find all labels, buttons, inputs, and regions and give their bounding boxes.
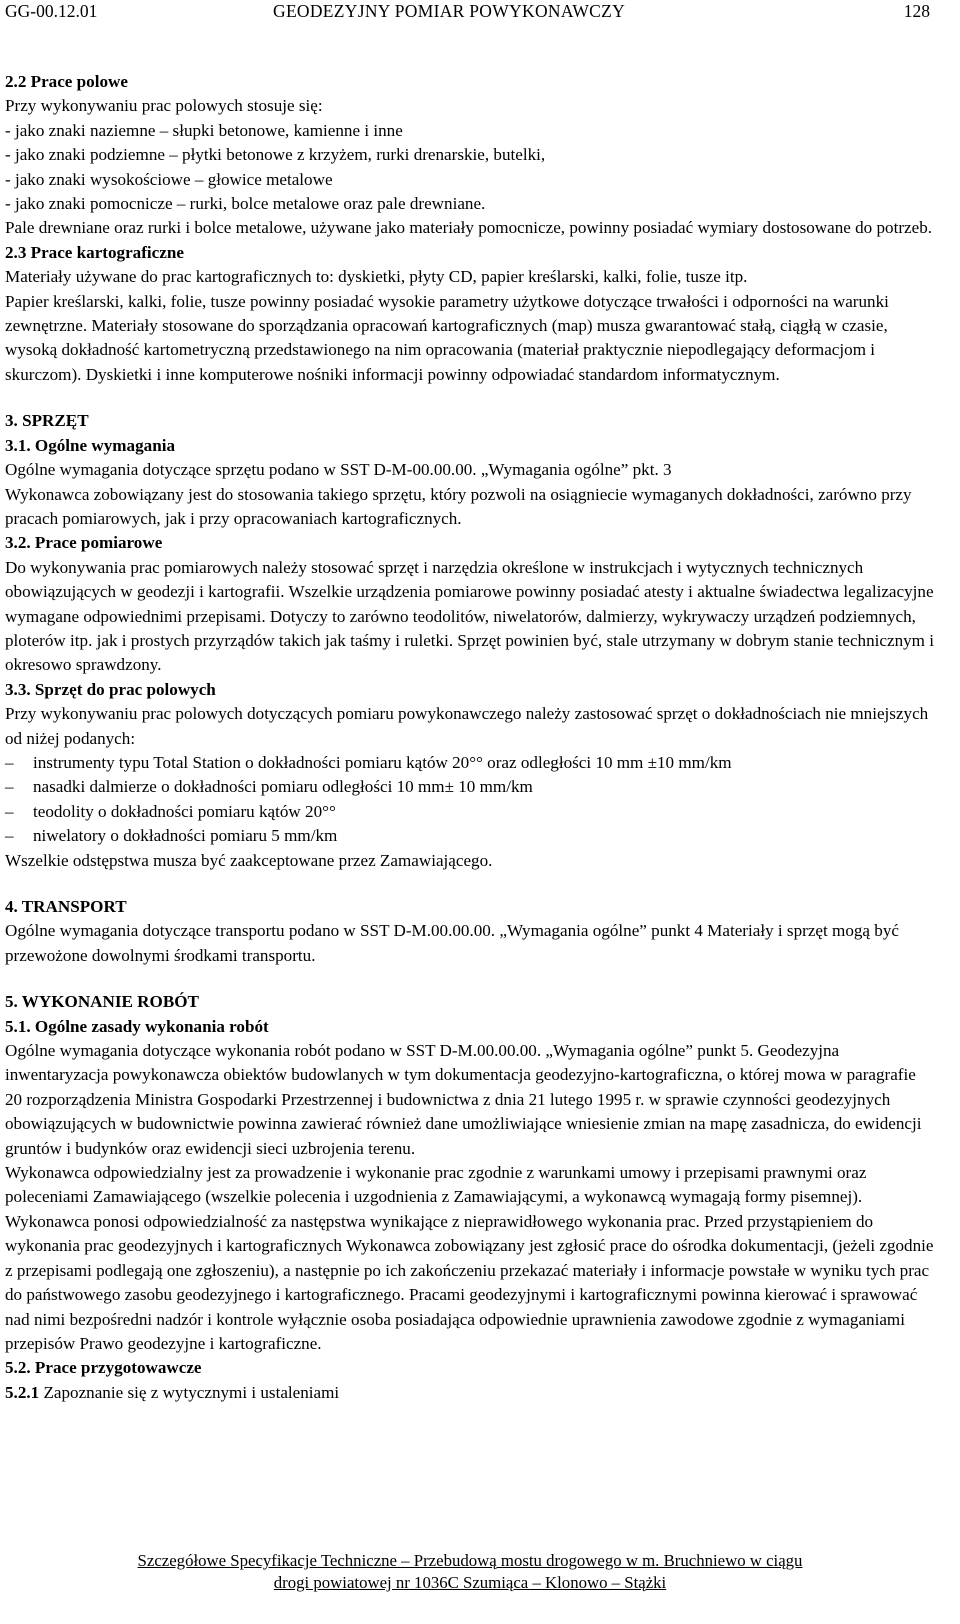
list-item xyxy=(5,824,935,848)
paragraph: Ogólne wymagania dotyczące transportu podano w SST D-M.00.00.00. „Wymagania ogólne” punkt 4 Materiały i sprzęt mogą być przewożone dowolnymi środkami transportu. xyxy=(5,921,899,965)
section-5-2-1-heading xyxy=(5,1381,935,1405)
document-body xyxy=(5,70,935,1405)
text-line: - jako znaki naziemne – słupki betonowe, kamienne i inne xyxy=(5,120,403,140)
paragraph: Wszelkie odstępstwa musza być zaakceptowane przez Zamawiającego. xyxy=(5,850,493,870)
footer-line: drogi powiatowej nr 1036C Szumiąca – Klonowo – Stążki xyxy=(273,1573,667,1592)
list-item-text: teodolity o dokładności pomiaru kątów 20°° xyxy=(33,801,336,821)
paragraph: Pale drewniane oraz rurki i bolce metalowe, używane jako materiały pomocnicze, powinny posiadać wymiary dostosowane do potrzeb. xyxy=(5,218,933,238)
text-line: - jako znaki podziemne – płytki betonowe z krzyżem, rurki drenarskie, butelki, xyxy=(5,145,546,165)
section-3-2-heading: 3.2. Prace pomiarowe xyxy=(5,533,163,553)
page-number: 128 xyxy=(903,1,930,21)
paragraph: Wykonawca odpowiedzialny jest za prowadzenie i wykonanie prac zgodnie z warunkami umowy i przepisami prawnymi oraz poleceniami Zamawiającego (wszelkie polecenia i uzgodnienia z Zamawiającymi, a wykonawcą wymagają formy pisemnej). Wykonawca ponosi odpowiedzialność za następstwa wynikające z nieprawidłowego wykonania prac. Przed przystąpieniem do wykonania prac geodezyjnych i kartograficznych Wykonawca zobowiązany jest zgłosić prace do ośrodka dokumentacji, (jeżeli zgodnie z przepisami podlegają one zgłoszeniu), a następnie po ich zakończeniu przekazać materiały i informacje powstałe w wyniku tych prac do państwowego zasobu geodezyjnego i kartograficznego. Pracami geodezyjnymi i kartograficznymi powinna kierować i sprawować nad nimi bezpośredni nadzór i kontrole wyłącznie osoba posiadająca odpowiednie uprawnienia zawodowe zgodnie z wymaganiami przepisów Prawo geodezyjne i kartograficzne. xyxy=(5,1163,934,1353)
section-number: 5.2.1 xyxy=(5,1382,40,1402)
section-5-2-heading: 5.2. Prace przygotowawcze xyxy=(5,1358,202,1378)
section-5-1-heading: 5.1. Ogólne zasady wykonania robót xyxy=(5,1016,269,1036)
document-title: GEODEZYJNY POMIAR POWYKONAWCZY xyxy=(273,1,626,21)
spacer xyxy=(5,968,935,990)
paragraph: Papier kreślarski, kalki, folie, tusze powinny posiadać wysokie parametry użytkowe dotyczące trwałości i odporności na warunki zewnętrzne. Materiały stosowane do sporządzania opracowań kartograficznych (map) musza gwarantować stałą, ciągłą w czasie, wysoką dokładność kartometryczną przedstawionego na nim opracowania (materiał praktycznie niepodlegający deformacjom i skurczom). Dyskietki i inne komputerowe nośniki informacji powinny odpowiadać standardom informatycznym. xyxy=(5,291,889,384)
paragraph: Ogólne wymagania dotyczące wykonania robót podano w SST D-M.00.00.00. „Wymagania ogólne” punkt 5. Geodezyjna inwentaryzacja powykonawcza obiektów budowlanych w tym dokumentacja geodezyjno-kartograficzna, o której mowa w paragrafie 20 rozporządzenia Ministra Gospodarki Przestrzennej i budownictwa z dnia 21 lutego 1995 r. w sprawie czynności geodezyjnych obowiązujących w budownictwie powinna zawierać również dane umożliwiające wniesienie zmian na mapę zasadnicza, do ewidencji gruntów i budynków oraz ewidencji sieci uzbrojenia terenu. xyxy=(5,1041,922,1158)
section-4-heading: 4. TRANSPORT xyxy=(5,897,127,916)
section-title: Zapoznanie się z wytycznymi i ustaleniami xyxy=(39,1382,340,1402)
paragraph: Do wykonywania prac pomiarowych należy stosować sprzęt i narzędzia określone w instrukcjach i wytycznych technicznych obowiązujących w geodezji i kartografii. Wszelkie urządzenia pomiarowe powinny posiadać atesty i aktualne świadectwa legalizacyjne wymagane odpowiednimi przepisami. Dotyczy to zarówno teodolitów, niwelatorów, dalmierzy, wykrywaczy urządzeń podziemnych, ploterów itp. jak i prostych przyrządów takich jak taśmy i ruletki. Sprzęt powinien być, stale utrzymany w dobrym stanie technicznym i okresowo sprawdzony. xyxy=(5,557,934,675)
document-code: GG-00.12.01 xyxy=(5,1,98,21)
section-3-1-heading: 3.1. Ogólne wymagania xyxy=(5,435,175,455)
spacer xyxy=(5,387,935,409)
paragraph: Przy wykonywaniu prac polowych dotyczących pomiaru powykonawczego należy zastosować sprzęt o dokładnościach nie mniejszych od niżej podanych: xyxy=(5,704,929,748)
paragraph: Wykonawca zobowiązany jest do stosowania takiego sprzętu, który pozwoli na osiągniecie wymaganych dokładności, zarówno przy pracach pomiarowych, jak i przy opracowaniach kartograficznych. xyxy=(5,484,912,528)
footer-line: Szczegółowe Specyfikacje Techniczne – Przebudową mostu drogowego w m. Bruchniewo w ciągu xyxy=(137,1551,803,1570)
dash-bullet: – xyxy=(5,777,14,797)
paragraph: Ogólne wymagania dotyczące sprzętu podano w SST D-M-00.00.00. „Wymagania ogólne” pkt. 3 xyxy=(5,460,672,480)
text-line: - jako znaki pomocnicze – rurki, bolce metalowe oraz pale drewniane. xyxy=(5,194,486,214)
paragraph: Materiały używane do prac kartograficznych to: dyskietki, płyty CD, papier kreślarski, kalki, folie, tusze itp. xyxy=(5,267,748,287)
section-5-heading: 5. WYKONANIE ROBÓT xyxy=(5,992,199,1012)
text-line: - jako znaki wysokościowe – głowice metalowe xyxy=(5,169,333,189)
dash-bullet: – xyxy=(5,752,14,772)
list-item xyxy=(5,800,935,824)
page-footer xyxy=(5,1550,935,1594)
list-item-text: nasadki dalmierze o dokładności pomiaru odległości 10 mm± 10 mm/km xyxy=(33,777,533,797)
section-2-2-heading: 2.2 Prace polowe xyxy=(5,72,128,91)
list-item-text: niwelatory o dokładności pomiaru 5 mm/km xyxy=(33,826,338,846)
list-item-text: instrumenty typu Total Station o dokładności pomiaru kątów 20°° oraz odległości 10 mm ±10 mm/km xyxy=(33,752,732,772)
list-item xyxy=(5,751,935,775)
dash-bullet: – xyxy=(5,826,14,846)
page-header xyxy=(5,0,930,26)
section-3-3-heading: 3.3. Sprzęt do prac polowych xyxy=(5,679,216,699)
dash-bullet: – xyxy=(5,801,14,821)
text-line: Przy wykonywaniu prac polowych stosuje się: xyxy=(5,96,323,116)
list-item xyxy=(5,775,935,799)
spacer xyxy=(5,873,935,895)
section-3-heading: 3. SPRZĘT xyxy=(5,411,89,431)
section-2-3-heading: 2.3 Prace kartograficzne xyxy=(5,242,184,262)
